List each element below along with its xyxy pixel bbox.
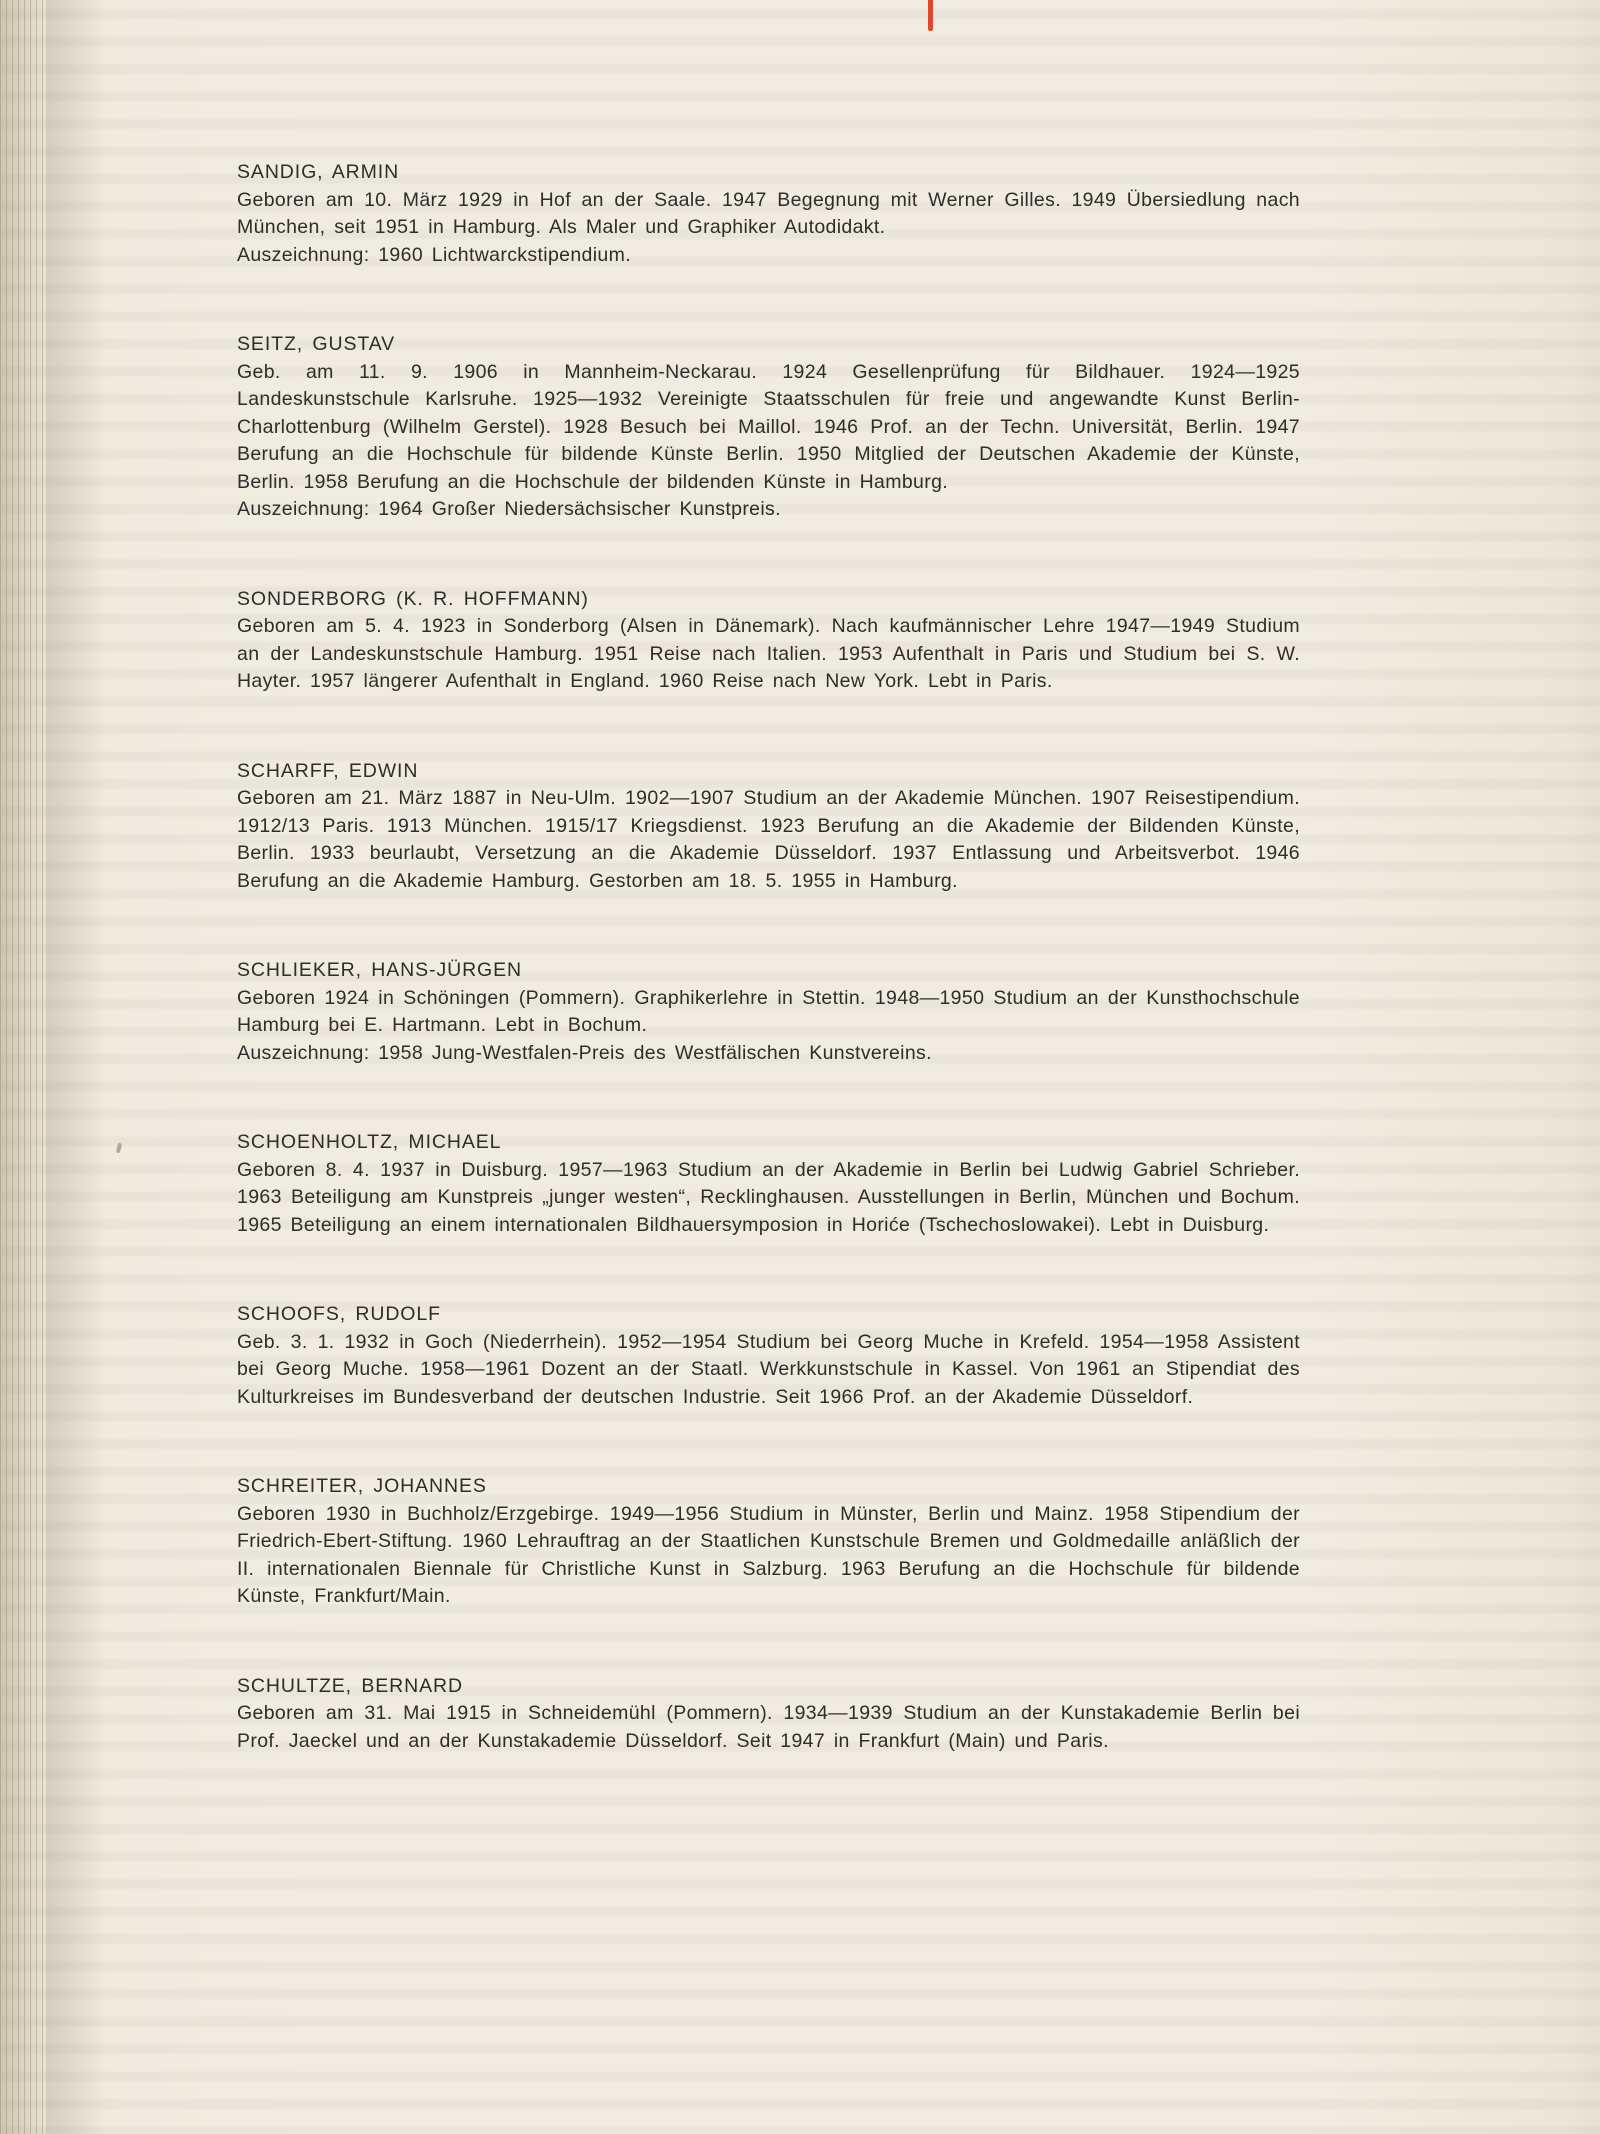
- artist-name: SEITZ, GUSTAV: [237, 333, 396, 355]
- award-line: Auszeichnung: 1964 Großer Niedersächsischer Kunstpreis.: [237, 498, 781, 520]
- artist-name: SCHREITER, JOHANNES: [237, 1475, 487, 1497]
- biography-entry: [237, 957, 1300, 1067]
- biography-text: Geboren 1930 in Buchholz/Erzgebirge. 1949—1956 Studium in Münster, Berlin und Mainz. 1958 Stipendium der Friedrich-Ebert-Stiftung. 1960 Lehrauftrag an der Staatlichen Kunstschule Bremen und Goldmedaille anläßlich der II. internationalen Biennale für Christliche Kunst in Salzburg. 1963 Berufung an die Hochschule für bildende Künste, Frankfurt/Main.: [237, 1502, 1300, 1607]
- biography-text: Geboren am 10. März 1929 in Hof an der Saale. 1947 Begegnung mit Werner Gilles. 1949 Übersiedlung nach München, seit 1951 in Hamburg. Als Maler und Graphiker Autodidakt.: [237, 188, 1300, 238]
- biography-entry: [237, 586, 1300, 696]
- biography-text: Geboren am 21. März 1887 in Neu-Ulm. 1902—1907 Studium an der Akademie München. 1907 Reisestipendium. 1912/13 Paris. 1913 München. 1915/17 Kriegsdienst. 1923 Berufung an die Akademie der Bildenden Künste, Berlin. 1933 beurlaubt, Versetzung an die Akademie Düsseldorf. 1937 Entlassung und Arbeitsverbot. 1946 Berufung an die Akademie Hamburg. Gestorben am 18. 5. 1955 in Hamburg.: [237, 787, 1300, 892]
- biography-text: Geb. am 11. 9. 1906 in Mannheim-Neckarau. 1924 Gesellenprüfung für Bildhauer. 1924—1925 Landeskunstschule Karlsruhe. 1925—1932 Vereinigte Staatsschulen für freie und angewandte Kunst Berlin-Charlottenburg (Wilhelm Gerstel). 1928 Besuch bei Maillol. 1946 Prof. an der Techn. Universität, Berlin. 1947 Berufung an die Hochschule für bildende Künste Berlin. 1950 Mitglied der Deutschen Akademie der Künste, Berlin. 1958 Berufung an die Hochschule der bildenden Künste in Hamburg.: [237, 360, 1300, 493]
- biography-entry: [237, 159, 1300, 269]
- artist-name: SONDERBORG (K. R. HOFFMANN): [237, 587, 589, 610]
- biography-text: Geboren am 31. Mai 1915 in Schneidemühl (Pommern). 1934—1939 Studium an der Kunstakademie Berlin bei Prof. Jaeckel und an der Kunstakademie Düsseldorf. Seit 1947 in Frankfurt (Main) und Paris.: [237, 1702, 1300, 1752]
- biography-text: Geboren 1924 in Schöningen (Pommern). Graphikerlehre in Stettin. 1948—1950 Studium an der Kunsthochschule Hamburg bei E. Hartmann. Lebt in Bochum.: [237, 986, 1300, 1036]
- artist-name: SCHARFF, EDWIN: [237, 759, 419, 782]
- biography-text: Geboren 8. 4. 1937 in Duisburg. 1957—1963 Studium an der Akademie in Berlin bei Ludwig Gabriel Schrieber. 1963 Beteiligung am Kunstpreis „junger westen“, Recklinghausen. Ausstellungen in Berlin, München und Bochum. 1965 Beteiligung an einem internationalen Bildhauersymposion in Horiće (Tschechoslowakei). Lebt in Duisburg.: [237, 1158, 1300, 1236]
- artist-biographies-list: [237, 159, 1300, 1817]
- artist-name: SCHOOFS, RUDOLF: [237, 1303, 441, 1325]
- artist-name: SCHLIEKER, HANS-JÜRGEN: [237, 959, 523, 981]
- biography-entry: [237, 1301, 1300, 1411]
- artist-name: SANDIG, ARMIN: [237, 161, 400, 183]
- biography-entry: [237, 331, 1300, 524]
- artist-name: SCHULTZE, BERNARD: [237, 1674, 463, 1697]
- biography-entry: [237, 758, 1300, 896]
- award-line: Auszeichnung: 1960 Lichtwarckstipendium.: [237, 243, 631, 266]
- biography-text: Geb. 3. 1. 1932 in Goch (Niederrhein). 1952—1954 Studium bei Georg Muche in Krefeld. 1954—1958 Assistent bei Georg Muche. 1958—1961 Dozent an der Staatl. Werkkunstschule in Kassel. Von 1961 an Stipendiat des Kulturkreises im Bundesverband der deutschen Industrie. Seit 1966 Prof. an der Akademie Düsseldorf.: [237, 1330, 1300, 1408]
- biography-entry: [237, 1129, 1300, 1239]
- award-line: Auszeichnung: 1958 Jung-Westfalen-Preis des Westfälischen Kunstvereins.: [237, 1041, 932, 1064]
- artist-name: SCHOENHOLTZ, MICHAEL: [237, 1131, 502, 1153]
- biography-entry: [237, 1473, 1300, 1611]
- biography-text: Geboren am 5. 4. 1923 in Sonderborg (Alsen in Dänemark). Nach kaufmännischer Lehre 1947—1949 Studium an der Landeskunstschule Hamburg. 1951 Reise nach Italien. 1953 Aufenthalt in Paris und Studium bei S. W. Hayter. 1957 längerer Aufenthalt in England. 1960 Reise nach New York. Lebt in Paris.: [237, 615, 1300, 692]
- page-edge-shadow: [46, 0, 106, 2134]
- book-page-stack-edge: [0, 0, 46, 2134]
- bookmark-ribbon: [928, 0, 933, 31]
- biography-entry: [237, 1673, 1300, 1756]
- ink-speck: [116, 1143, 122, 1154]
